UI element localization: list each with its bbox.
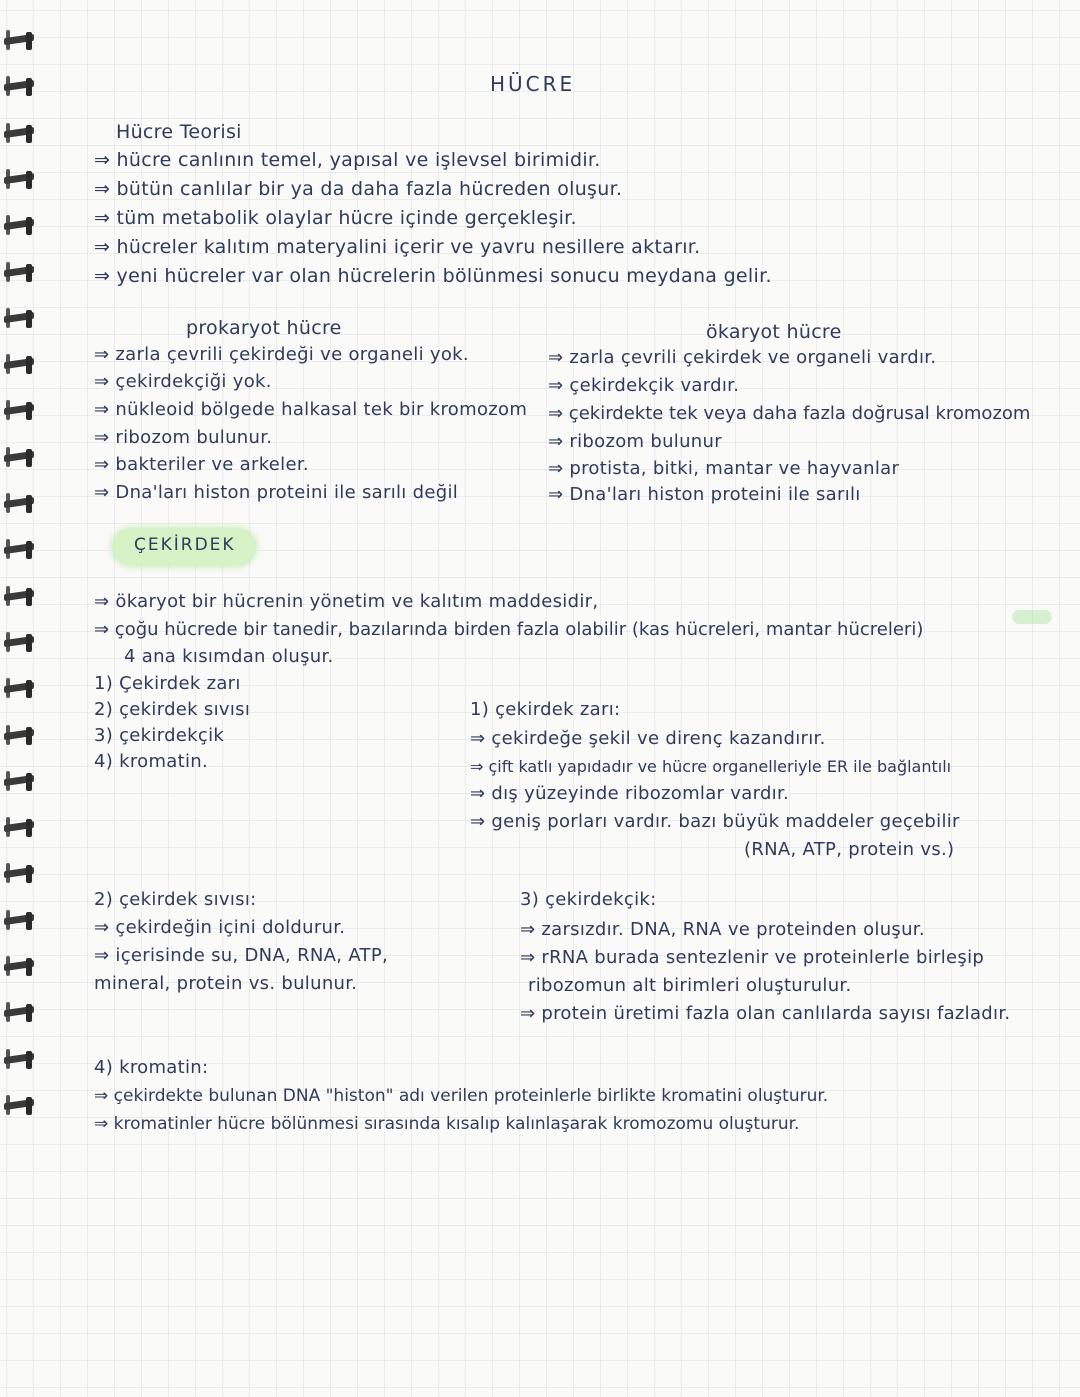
zar-line: ⇒ dış yüzeyinde ribozomlar vardır. (470, 783, 790, 804)
kromatin-line: ⇒ kromatinler hücre bölünmesi sırasında kısalıp kalınlaşarak kromozomu oluşturur. (94, 1114, 800, 1134)
spiral-ring (4, 910, 38, 932)
sivi-line: mineral, protein vs. bulunur. (94, 973, 358, 994)
prokaryot-line: ⇒ çekirdekçiği yok. (94, 371, 272, 392)
teori-line: ⇒ hücre canlının temel, yapısal ve işlevsel birimidir. (94, 149, 601, 171)
cekirdekcik-line: ⇒ zarsızdır. DNA, RNA ve proteinden oluşur. (520, 919, 925, 940)
spiral-ring (4, 956, 38, 978)
sivi-heading: 2) çekirdek sıvısı: (94, 889, 257, 910)
zar-line: (RNA, ATP, protein vs.) (744, 839, 955, 860)
cekirdek-badge-label: ÇEKİRDEK (134, 535, 236, 555)
zar-heading: 1) çekirdek zarı: (470, 699, 621, 720)
spiral-ring (4, 817, 38, 839)
cekirdekcik-line: ribozomun alt birimleri oluşturulur. (528, 975, 852, 996)
spiral-ring (4, 863, 38, 885)
okaryot-line: ⇒ Dna'ları histon proteini ile sarılı (548, 484, 861, 505)
okaryot-heading: ökaryot hücre (706, 321, 842, 343)
cekirdek-part: 2) çekirdek sıvısı (94, 699, 251, 720)
highlight-mark (1012, 610, 1052, 624)
spiral-ring (4, 1002, 38, 1024)
cekirdekcik-heading: 3) çekirdekçik: (520, 889, 657, 910)
cekirdek-line: ⇒ ökaryot bir hücrenin yönetim ve kalıtım maddesidir, (94, 591, 599, 612)
kromatin-line: ⇒ çekirdekte bulunan DNA "histon" adı verilen proteinlerle birlikte kromatini oluşturur. (94, 1086, 829, 1106)
spiral-ring (4, 678, 38, 700)
cekirdekcik-line: ⇒ rRNA burada sentezlenir ve proteinlerle birleşip (520, 947, 985, 968)
teori-heading: Hücre Teorisi (116, 121, 242, 143)
okaryot-line: ⇒ ribozom bulunur (548, 431, 722, 452)
prokaryot-line: ⇒ Dna'ları histon proteini ile sarılı değil (94, 482, 459, 503)
prokaryot-heading: prokaryot hücre (186, 317, 342, 339)
spiral-ring (4, 539, 38, 561)
page-title: HÜCRE (490, 72, 576, 96)
spiral-ring (4, 262, 38, 284)
spiral-ring (4, 400, 38, 422)
prokaryot-line: ⇒ nükleoid bölgede halkasal tek bir kromozom (94, 399, 528, 420)
spiral-ring (4, 76, 38, 98)
spiral-ring (4, 215, 38, 237)
spiral-ring (4, 725, 38, 747)
cekirdek-part: 4) kromatin. (94, 751, 208, 772)
spiral-ring (4, 123, 38, 145)
spiral-ring (4, 308, 38, 330)
zar-line: ⇒ çift katlı yapıdadır ve hücre organelleriyle ER ile bağlantılı (470, 757, 952, 776)
teori-line: ⇒ yeni hücreler var olan hücrelerin bölünmesi sonucu meydana gelir. (94, 265, 772, 287)
zar-line: ⇒ geniş porları vardır. bazı büyük maddeler geçebilir (470, 811, 960, 832)
okaryot-line: ⇒ zarla çevrili çekirdek ve organeli vardır. (548, 347, 937, 368)
cekirdek-line: 4 ana kısımdan oluşur. (124, 646, 334, 667)
prokaryot-line: ⇒ ribozom bulunur. (94, 427, 273, 448)
okaryot-line: ⇒ protista, bitki, mantar ve hayvanlar (548, 458, 900, 479)
spiral-ring (4, 771, 38, 793)
spiral-ring (4, 1095, 38, 1117)
spiral-ring (4, 1049, 38, 1071)
sivi-line: ⇒ içerisinde su, DNA, RNA, ATP, (94, 945, 389, 966)
spiral-binding (0, 30, 48, 1370)
cekirdek-line: ⇒ çoğu hücrede bir tanedir, bazılarında birden fazla olabilir (kas hücreleri, mantar hücreleri) (94, 619, 924, 640)
spiral-ring (4, 354, 38, 376)
spiral-ring (4, 30, 38, 52)
teori-line: ⇒ bütün canlılar bir ya da daha fazla hücreden oluşur. (94, 178, 623, 200)
sivi-line: ⇒ çekirdeğin içini doldurur. (94, 917, 346, 938)
spiral-ring (4, 586, 38, 608)
prokaryot-line: ⇒ zarla çevrili çekirdeği ve organeli yok. (94, 344, 469, 365)
okaryot-line: ⇒ çekirdekte tek veya daha fazla doğrusal kromozom (548, 403, 1031, 424)
teori-line: ⇒ tüm metabolik olaylar hücre içinde gerçekleşir. (94, 207, 577, 229)
prokaryot-line: ⇒ bakteriler ve arkeler. (94, 454, 309, 475)
kromatin-heading: 4) kromatin: (94, 1057, 209, 1078)
zar-line: ⇒ çekirdeğe şekil ve direnç kazandırır. (470, 728, 826, 749)
cekirdekcik-line: ⇒ protein üretimi fazla olan canlılarda sayısı fazladır. (520, 1003, 1011, 1024)
cekirdek-badge (114, 530, 254, 564)
okaryot-line: ⇒ çekirdekçik vardır. (548, 375, 740, 396)
cekirdek-part: 1) Çekirdek zarı (94, 673, 241, 694)
spiral-ring (4, 169, 38, 191)
spiral-ring (4, 493, 38, 515)
teori-line: ⇒ hücreler kalıtım materyalini içerir ve yavru nesillere aktarır. (94, 236, 701, 258)
spiral-ring (4, 447, 38, 469)
cekirdek-part: 3) çekirdekçik (94, 725, 225, 746)
spiral-ring (4, 632, 38, 654)
